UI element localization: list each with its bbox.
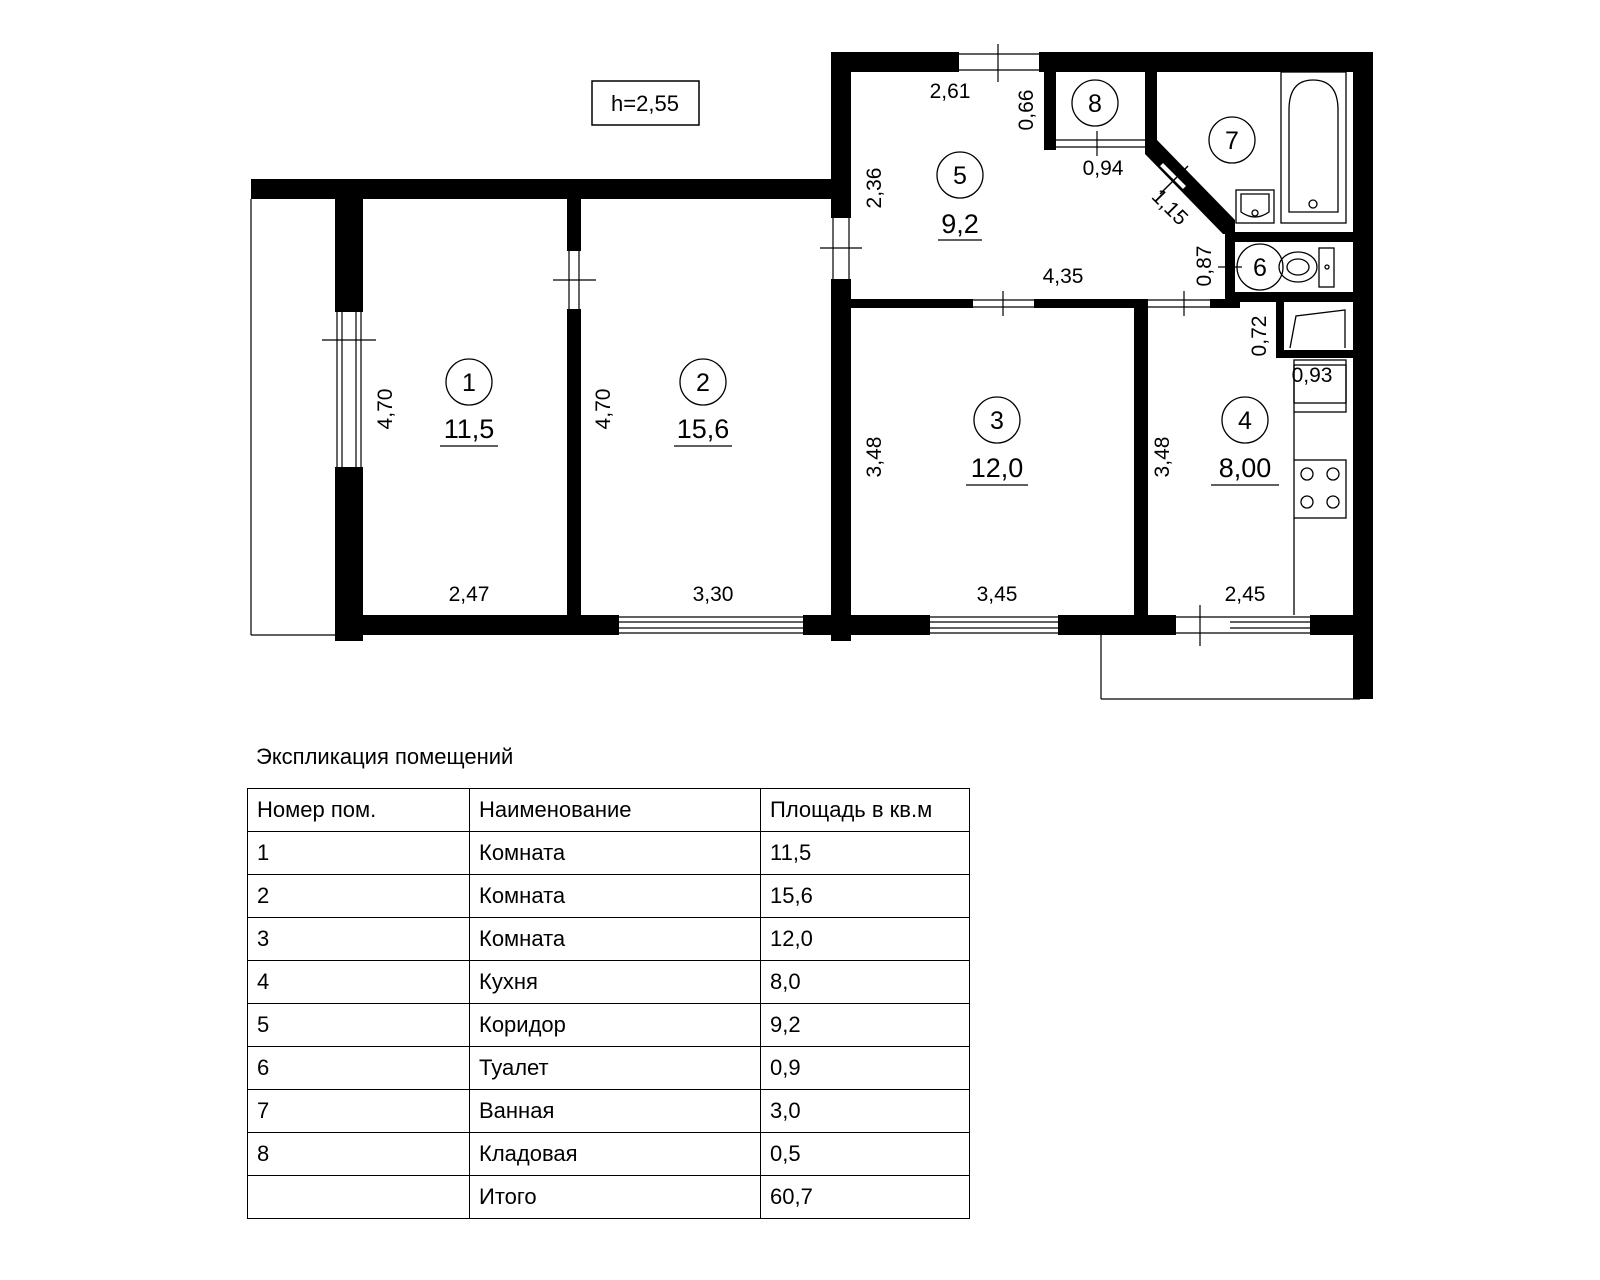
table-cell-area: 9,2 [761, 1004, 970, 1047]
table-row [248, 1004, 970, 1047]
openings [322, 44, 1310, 646]
niche-shape [1290, 310, 1345, 348]
table-row [248, 1090, 970, 1133]
explication-title: Экспликация помещений [256, 744, 514, 769]
dim-pantry-side: 0,66 [1015, 89, 1038, 131]
dim-corridor-bottom: 4,35 [1042, 265, 1084, 288]
dim-room2-width: 3,30 [692, 583, 734, 606]
table-row [248, 961, 970, 1004]
room-number-6: 6 [1253, 254, 1267, 282]
table-cell-number: 5 [248, 1004, 470, 1047]
dim-room3-height: 3,48 [863, 436, 886, 478]
table-row [248, 875, 970, 918]
table-row [248, 1133, 970, 1176]
table-row [248, 1047, 970, 1090]
dim-room1-height: 4,70 [374, 388, 397, 430]
room-area-4: 8,00 [1218, 453, 1272, 483]
table-header-row [248, 789, 970, 832]
dim-room1-width: 2,47 [448, 583, 490, 606]
stove-icon [1294, 460, 1346, 615]
room-number-2: 2 [696, 369, 710, 397]
table-cell-area: 8,0 [761, 961, 970, 1004]
dim-corridor-left: 2,36 [863, 167, 886, 209]
bathtub-icon [1281, 72, 1346, 223]
table-cell-number: 8 [248, 1133, 470, 1176]
table-cell-name: Кладовая [470, 1133, 761, 1176]
dim-pantry-bottom: 0,94 [1082, 157, 1124, 180]
table-cell-name: Комната [470, 875, 761, 918]
toilet-icon [1279, 248, 1334, 287]
table-cell-number: 2 [248, 875, 470, 918]
dim-room2-height: 4,70 [592, 388, 615, 430]
room-number-5: 5 [953, 162, 967, 190]
table-cell-area: 60,7 [761, 1176, 970, 1219]
header-room-area: Площадь в кв.м [761, 789, 970, 832]
room-area-5: 9,2 [941, 209, 979, 239]
balcony-kitchen [1101, 634, 1360, 699]
balcony-left [251, 199, 335, 635]
table-cell-name: Кухня [470, 961, 761, 1004]
room-area-1: 11,5 [443, 414, 495, 444]
dim-niche-bottom: 0,93 [1291, 364, 1333, 387]
table-cell-area: 15,6 [761, 875, 970, 918]
room-area-3: 12,0 [970, 453, 1024, 483]
table-cell-number [248, 1176, 470, 1219]
header-room-number: Номер пом. [248, 789, 470, 832]
table-row [248, 918, 970, 961]
table-cell-name: Коридор [470, 1004, 761, 1047]
room-number-7: 7 [1225, 127, 1239, 155]
table-cell-area: 0,5 [761, 1133, 970, 1176]
table-cell-name: Комната [470, 918, 761, 961]
dim-room4-height: 3,48 [1151, 436, 1174, 478]
table-row [248, 832, 970, 875]
walls [251, 52, 1373, 699]
ceiling-height-label: h=2,55 [611, 91, 679, 116]
dim-niche-side: 0,72 [1248, 315, 1271, 357]
table-cell-number: 6 [248, 1047, 470, 1090]
room-number-1: 1 [462, 369, 476, 397]
room-number-8: 8 [1088, 90, 1102, 118]
table-cell-name: Итого [470, 1176, 761, 1219]
table-cell-name: Ванная [470, 1090, 761, 1133]
diagonal-wall [1145, 140, 1235, 234]
room-number-4: 4 [1238, 407, 1252, 435]
dim-diagonal-wall: 1,15 [1147, 184, 1193, 230]
table-row [248, 1176, 970, 1219]
dim-room4-width: 2,45 [1224, 583, 1266, 606]
table-cell-area: 0,9 [761, 1047, 970, 1090]
table-cell-number: 4 [248, 961, 470, 1004]
table-cell-area: 3,0 [761, 1090, 970, 1133]
washbasin-icon [1236, 190, 1274, 223]
table-cell-area: 11,5 [761, 832, 970, 875]
room-number-3: 3 [990, 407, 1004, 435]
dim-corridor-top: 2,61 [929, 80, 971, 103]
dim-toilet-side: 0,87 [1193, 245, 1216, 287]
explication-table [247, 788, 970, 1219]
table-cell-name: Комната [470, 832, 761, 875]
table-cell-number: 7 [248, 1090, 470, 1133]
table-cell-name: Туалет [470, 1047, 761, 1090]
explication-table-body [248, 789, 970, 1219]
table-cell-area: 12,0 [761, 918, 970, 961]
dim-room3-width: 3,45 [976, 583, 1018, 606]
table-cell-number: 3 [248, 918, 470, 961]
room-area-2: 15,6 [676, 414, 730, 444]
header-room-name: Наименование [470, 789, 761, 832]
table-cell-number: 1 [248, 832, 470, 875]
